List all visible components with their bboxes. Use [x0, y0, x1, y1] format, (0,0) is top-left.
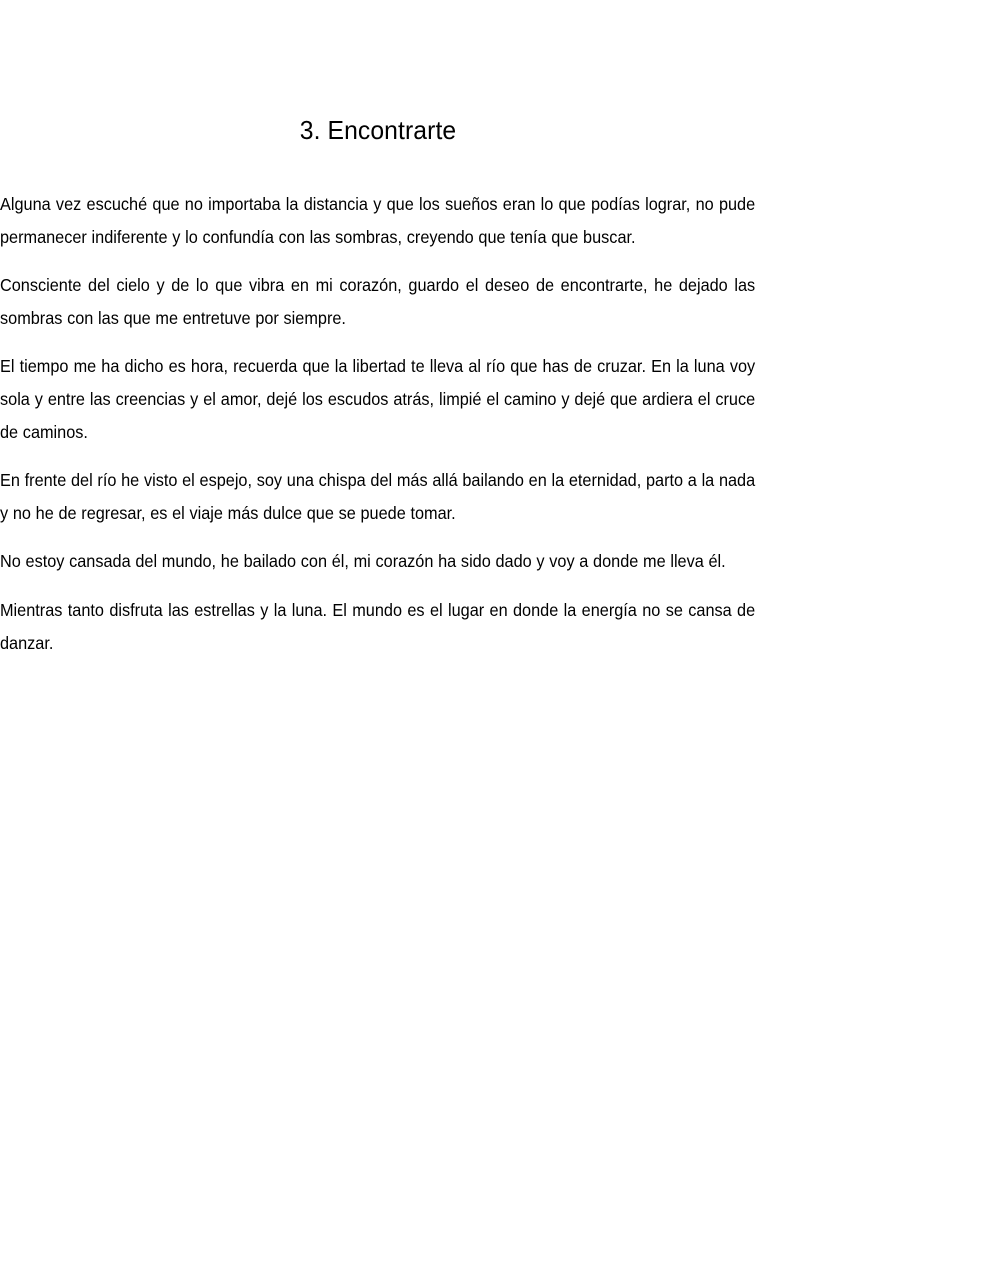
page-title: 3. Encontrarte	[299, 115, 457, 145]
paragraph-2: Consciente del cielo y de lo que vibra en mi corazón, guardo el deseo de encontrarte, he dejado las sombras con las que me entretuve por siempre.	[0, 275, 756, 328]
document-body	[0, 188, 756, 659]
paragraph-3: El tiempo me ha dicho es hora, recuerda que la libertad te lleva al río que has de cruzar. En la luna voy sola y entre las creencias y el amor, dejé los escudos atrás, limpié el camino y dejé que ardiera el cruce de caminos.	[0, 356, 756, 442]
paragraph-4: En frente del río he visto el espejo, soy una chispa del más allá bailando en la eternidad, parto a la nada y no he de regresar, es el viaje más dulce que se puede tomar.	[0, 470, 756, 523]
paragraph-5: No estoy cansada del mundo, he bailado con él, mi corazón ha sido dado y voy a donde me lleva él.	[0, 551, 726, 572]
paragraph-1: Alguna vez escuché que no importaba la distancia y que los sueños eran lo que podías lograr, no pude permanecer indiferente y lo confundía con las sombras, creyendo que tenía que buscar.	[0, 194, 756, 247]
paragraph-6: Mientras tanto disfruta las estrellas y la luna. El mundo es el lugar en donde la energía no se cansa de danzar.	[0, 599, 756, 653]
